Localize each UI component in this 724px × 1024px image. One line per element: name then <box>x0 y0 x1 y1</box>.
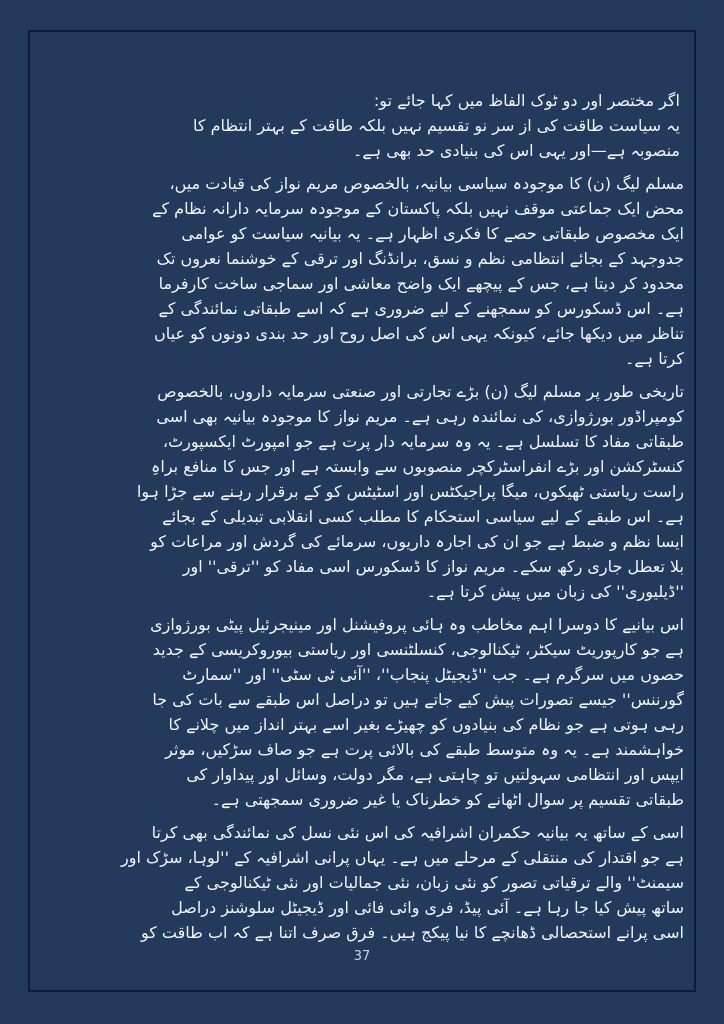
text-line: مسلم لیگ (ن) کا موجودہ سیاسی بیانیہ، بالخصوص مریم نواز کی قیادت میں، <box>169 174 684 193</box>
text-line: خواہشمند ہے۔ یہ وہ متوسط طبقے کی بالائی پرت ہے جو صاف سڑکیں، موثر <box>165 740 684 759</box>
text-line: محدود کر دیتا ہے، جس کے پیچھے ایک واضح معاشی اور سماجی ساخت کارفرما <box>158 274 684 293</box>
text-line: بلا تعطل جاری رکھ سکے۔ مریم نواز کا ڈسکورس اسی مفاد کو ''ترقی'' اور <box>182 557 684 576</box>
quote-line: یہ سیاست طاقت کی از سر نو تقسیم نہیں بلکہ طاقت کے بہتر انتظام کا <box>193 116 680 135</box>
text-line: تناظر میں دیکھا جائے، کیونکہ یہی اس کی اصل روح اور حد بندی دونوں کو عیاں <box>154 324 684 343</box>
text-line: سیمنٹ'' والے ترقیاتی تصور کو نئی زبان، نئی جمالیات اور نئی ٹیکنالوجی کے <box>184 873 684 892</box>
text-line: کومپراڈور بورژوازی، کی نمائندہ رہی ہے۔ مریم نواز کا موجودہ بیانیہ بھی اسی <box>156 407 684 426</box>
quote-block <box>54 88 680 163</box>
text-line: ہے جو اقتدار کی منتقلی کے مرحلے میں ہے۔ یہاں پرانی اشرافیہ کے ''لوہا، سڑک اور <box>121 848 684 867</box>
body-paragraphs <box>54 171 684 945</box>
text-line: کنسٹرکشن اور بڑے انفراسٹرکچر منصوبوں سے وابستہ ہے اور جس کا منافع براہِ <box>151 457 684 476</box>
text-line: ایپس اور انتظامی سہولتیں تو چاہتی ہے، مگر دولت، وسائل اور پیداوار کی <box>186 765 684 784</box>
paragraph <box>54 612 684 812</box>
text-line: تاریخی طور پر مسلم لیگ (ن) بڑے تجارتی اور صنعتی سرمایہ داروں، بالخصوص <box>157 382 684 401</box>
text-line: حصوں میں سرگرم ہے۔ جب ''ڈیجیٹل پنجاب''، ''آئی ٹی سٹی'' اور ''سمارٹ <box>182 665 684 684</box>
text-line: ہے جو کارپوریٹ سیکٹر، ٹیکنالوجی، کنسلٹنسی اور ریاستی بیوروکریسی کے جدید <box>152 640 684 659</box>
text-line: محض ایک جماعتی موقف نہیں بلکہ پاکستان کے موجودہ سرمایہ دارانہ نظام کے <box>152 199 684 218</box>
text-line: راست ریاستی ٹھیکوں، میگا پراجیکٹس اور اسٹیٹس کو کے برقرار رہنے سے جڑا ہوا <box>136 482 684 501</box>
text-line: ہے۔ اس طبقے کے لیے سیاسی استحکام کا مطلب کسی انقلابی تبدیلی کے بجائے <box>162 507 684 526</box>
text-line: ایسا نظم و ضبط ہے جو ان کی اجارہ داریوں، سرمائے کی گردش اور مراعات کو <box>150 532 684 551</box>
text-line: طبقاتی تقسیم پر سوال اٹھانے کو خطرناک یا غیر ضروری سمجھتی ہے۔ <box>211 790 684 809</box>
paragraph <box>54 379 684 604</box>
paragraph <box>54 171 684 371</box>
text-line: کرتا ہے۔ <box>625 349 684 368</box>
text-line: اسی پرانے استحصالی ڈھانچے کا نیا پیکج ہیں۔ فرق صرف اتنا ہے کہ اب طاقت کو <box>140 923 684 942</box>
text-line: طبقاتی مفاد کا تسلسل ہے۔ یہ وہ سرمایہ دار پرت ہے جو امپورٹ ایکسپورٹ، <box>162 432 684 451</box>
text-line: ''ڈیلیوری'' کی زبان میں پیش کرتا ہے۔ <box>426 582 684 601</box>
text-line: رہی ہوتی ہے جو نظام کی بنیادوں کو چھیڑے بغیر اسے بہتر انداز میں چلانے کا <box>168 715 684 734</box>
text-line: ہے۔ اس ڈسکورس کو سمجھنے کے لیے ضروری ہے کہ اسے طبقاتی نمائندگی کے <box>158 299 684 318</box>
text-line: ایک مخصوص طبقاتی حصے کا فکری اظہار ہے۔ یہ بیانیہ سیاست کو عوامی <box>181 224 684 243</box>
text-line: اس بیانیے کا دوسرا اہم مخاطب وہ ہائی پروفیشنل اور مینیجرئیل پیٹی بورژوازی <box>150 615 684 634</box>
paragraph <box>54 820 684 945</box>
quote-line: منصوبہ ہے—اور یہی اس کی بنیادی حد بھی ہے۔ <box>352 141 680 160</box>
page-frame <box>28 30 696 992</box>
text-line: جدوجہد کے بجائے انتظامی نظم و نسق، برانڈنگ اور ترقی کے خوشنما نعروں تک <box>156 249 684 268</box>
text-content <box>30 32 694 942</box>
quote-line: اگر مختصر اور دو ٹوک الفاظ میں کہا جائے تو: <box>373 91 680 110</box>
text-line: گورننس'' جیسے تصورات پیش کیے جاتے ہیں تو دراصل اس طبقے سے بات کی جا <box>152 690 684 709</box>
text-line: اسی کے ساتھ یہ بیانیہ حکمران اشرافیہ کی اس نئی نسل کی نمائندگی بھی کرتا <box>151 823 684 842</box>
text-line: ساتھ پیش کیا جا رہا ہے۔ آئی پیڈ، فری وائی فائی اور ڈیجیٹل سلوشنز دراصل <box>171 898 684 917</box>
page-number: 37 <box>353 949 371 964</box>
